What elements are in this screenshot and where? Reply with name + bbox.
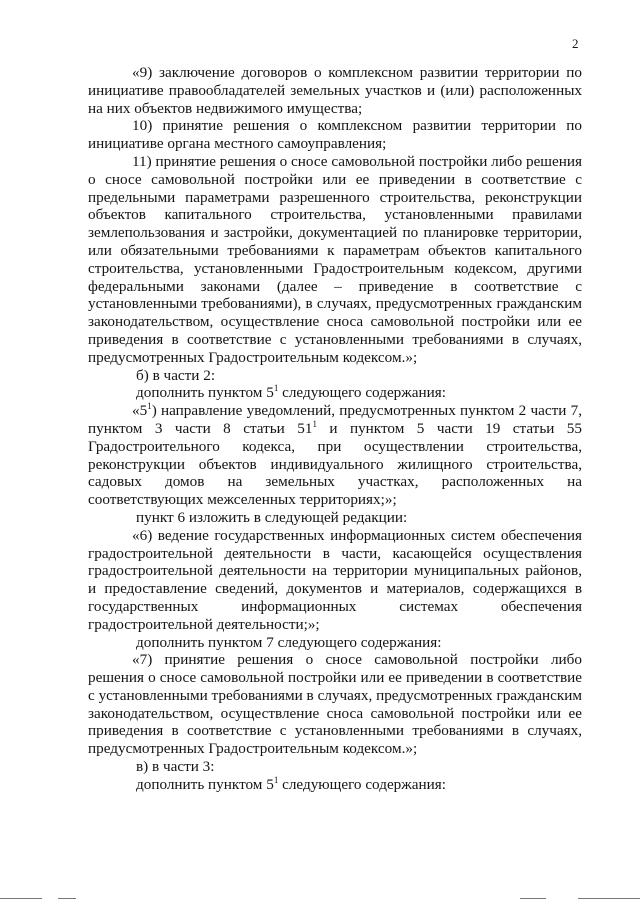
paragraph-item-5-1: «$5^1$) направление уведомлений, предусмотренных пунктом 2 части 7, пунктом 3 части 8 статьи $51^1$ и пунктом 5 части 19 статьи 55 Градостроительного кодекса, при осуществлении строительства, реконструкции объектов индивидуального жилищного строительства, садовых домов на земельных участках, расположенных на соответствующих межселенных территориях;»;: [88, 401, 582, 509]
scan-artifact-line: [578, 898, 640, 899]
scan-artifact-line: [0, 898, 42, 899]
amend-add-item-7: дополнить пунктом 7 следующего содержания:: [136, 633, 442, 651]
amend-add-item-5-1: дополнить пунктом $5^1$ следующего содержания:: [136, 383, 446, 402]
subsection-b-heading: б) в части 2:: [136, 366, 216, 384]
page-number: 2: [572, 36, 579, 51]
paragraph-item-7: «7) принятие решения о сносе самовольной постройки либо решения о сносе самовольной постройки или ее приведении в соответствие с установленными требованиями в случаях, предусмотренных гражданским законодательством, осуществление сноса самовольной постройки или ее приведения в соответствие с установленными требованиями в случаях, предусмотренных Градостроительным кодексом.»;: [88, 651, 582, 758]
amend-item-6-heading: пункт 6 изложить в следующей редакции:: [136, 508, 408, 526]
paragraph-item-6: «6) ведение государственных информационных систем обеспечения градостроительной деятельности в части, касающейся осуществления градостроительной деятельности на территории муниципальных районов, и предоставление сведений, документов и материалов, содержащихся в государственных информационных системах обеспечения градостроительной деятельности;»;: [88, 526, 582, 633]
scan-artifact-line: [520, 898, 546, 899]
document-body: [88, 64, 582, 794]
paragraph-item-10: 10) принятие решения о комплексном развитии территории по инициативе органа местного самоуправления;: [88, 117, 582, 153]
scan-artifact-line: [58, 898, 76, 899]
amend-add-item-5-1-part-3: дополнить пунктом $5^1$ следующего содержания:: [136, 774, 446, 793]
subsection-v-heading: в) в части 3:: [136, 758, 215, 776]
paragraph-item-11: 11) принятие решения о сносе самовольной постройки либо решения о сносе самовольной постройки или ее приведении в соответствие с предельными параметрами разрешенного строительства, реконструкции объектов капитального строительства, установленными правилами землепользования и застройки, документацией по планировке территории, или обязательными требованиями к параметрам объектов капитального строительства, установленными Градостроительным кодексом, другими федеральными законами (далее – приведение в соответствие с установленными требованиями), в случаях, предусмотренных гражданским законодательством, осуществление сноса самовольной постройки или ее приведения в соответствие с установленными требованиями в случаях, предусмотренных Градостроительным кодексом.»;: [88, 152, 582, 366]
paragraph-item-9: «9) заключение договоров о комплексном развитии территории по инициативе правообладателей земельных участков и (или) расположенных на них объектов недвижимого имущества;: [88, 64, 582, 117]
